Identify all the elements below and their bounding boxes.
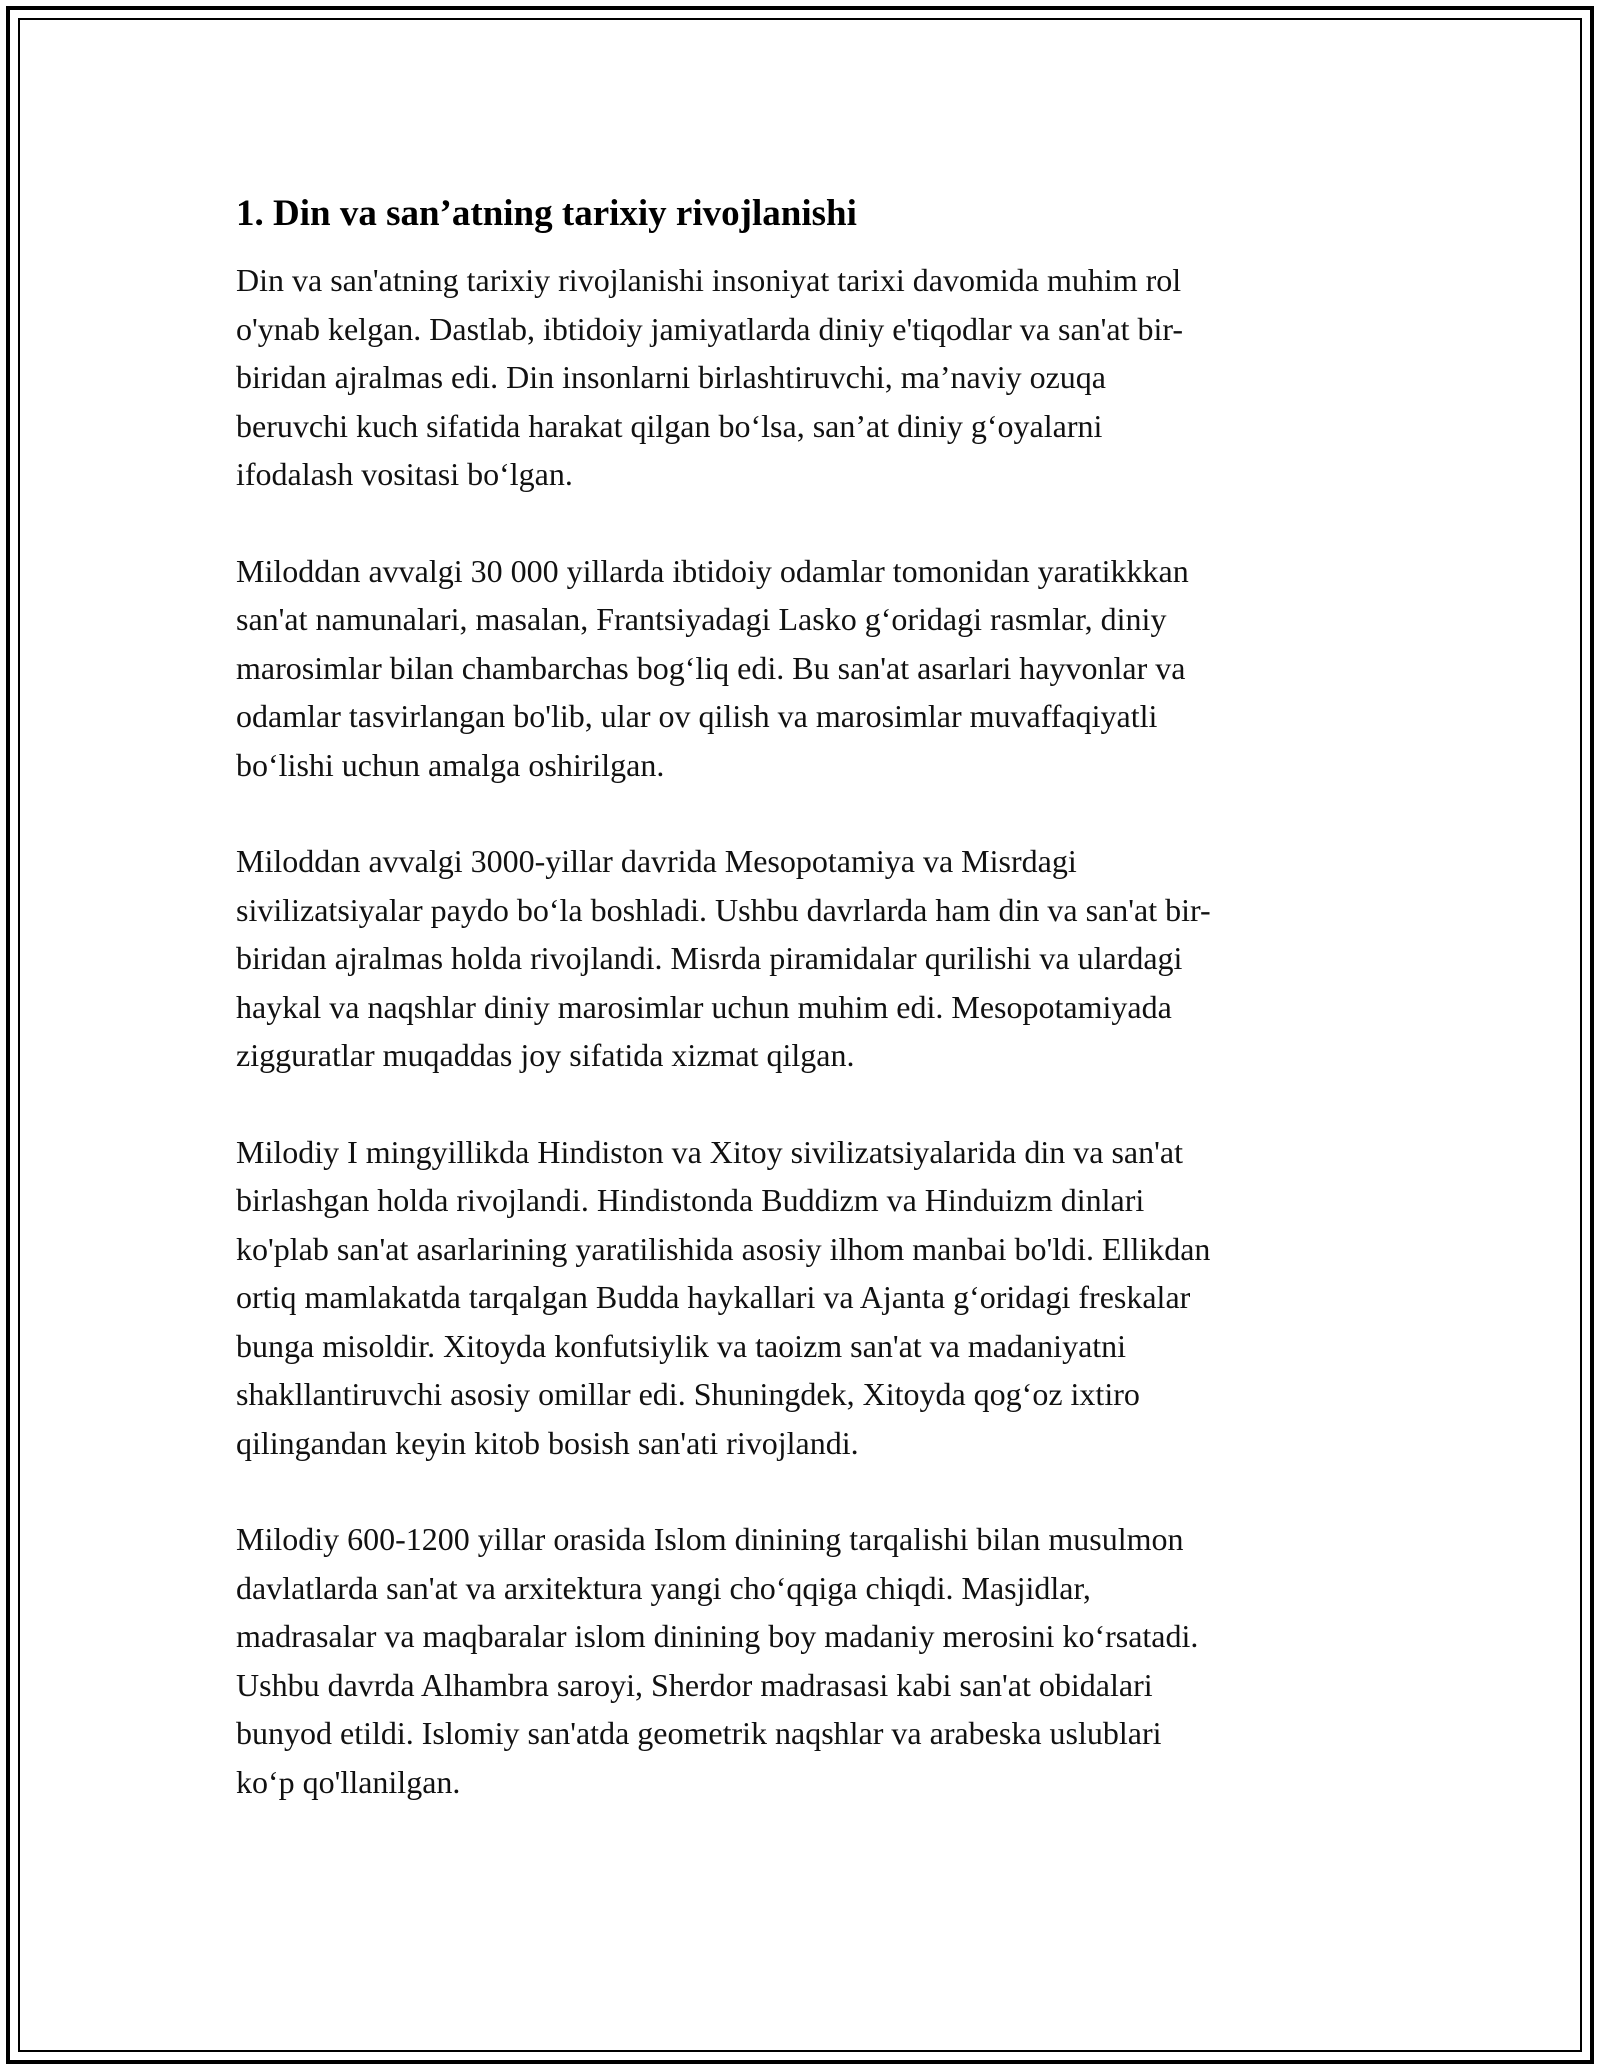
paragraph-4: Milodiy I mingyillikda Hindiston va Xitoy sivilizatsiyalarida din va san'at birlashgan holda rivojlandi. Hindistonda Buddizm va Hinduizm dinlari ko'plab san'at asarlarining yaratilishida asosiy ilhom manbai bo'ldi. Ellikdan ortiq mamlakatda tarqalgan Budda haykallari va Ajanta g‘oridagi freskalar bunga misoldir. Xitoyda konfutsiylik va taoizm san'at va madaniyatni shakllantiruvchi asosiy omillar edi. Shuningdek, Xitoyda qog‘oz ixtiro qilingandan keyin kitob bosish san'ati rivojlandi. (236, 1133, 1211, 1461)
paragraph-5: Milodiy 600-1200 yillar orasida Islom dinining tarqalishi bilan musulmon davlatlarda san'at va arxitektura yangi cho‘qqiga chiqdi. Masjidlar, madrasalar va maqbaralar islom dinining boy madaniy merosini ko‘rsatadi. Ushbu davrda Alhambra saroyi, Sherdor madrasasi kabi san'at obidalari bunyod etildi. Islomiy san'atda geometrik naqshlar va arabeska uslublari ko‘p qo'llanilgan. (236, 1521, 1199, 1800)
paragraph-3: Miloddan avvalgi 3000-yillar davrida Mesopotamiya va Misrdagi sivilizatsiyalar paydo bo‘la boshladi. Ushbu davrlarda ham din va san'at bir- biridan ajralmas holda rivojlandi. Misrda piramidalar qurilishi va ulardagi haykal va naqshlar diniy marosimlar uchun muhim edi. Mesopotamiyada zigguratlar muqaddas joy sifatida xizmat qilgan. (236, 843, 1211, 1073)
document-body (236, 186, 1376, 1854)
paragraph-2: Miloddan avvalgi 30 000 yillarda ibtidoiy odamlar tomonidan yaratikkkan san'at namunalari, masalan, Frantsiyadagi Lasko g‘oridagi rasmlar, diniy marosimlar bilan chambarchas bog‘liq edi. Bu san'at asarlari hayvonlar va odamlar tasvirlangan bo'lib, ular ov qilish va marosimlar muvaffaqiyatli bo‘lishi uchun amalga oshirilgan. (236, 552, 1189, 783)
section-heading: 1. Din va san’atning tarixiy rivojlanishi (236, 193, 857, 234)
paragraph-1: Din va san'atning tarixiy rivojlanishi insoniyat tarixi davomida muhim rol o'ynab kelgan. Dastlab, ibtidoiy jamiyatlarda diniy e'tiqodlar va san'at bir- biridan ajralmas edi. Din insonlarni birlashtiruvchi, ma’naviy ozuqa beruvchi kuch sifatida harakat qilgan bo‘lsa, san’at diniy g‘oyalarni ifodalash vositasi bo‘lgan. (236, 262, 1184, 492)
